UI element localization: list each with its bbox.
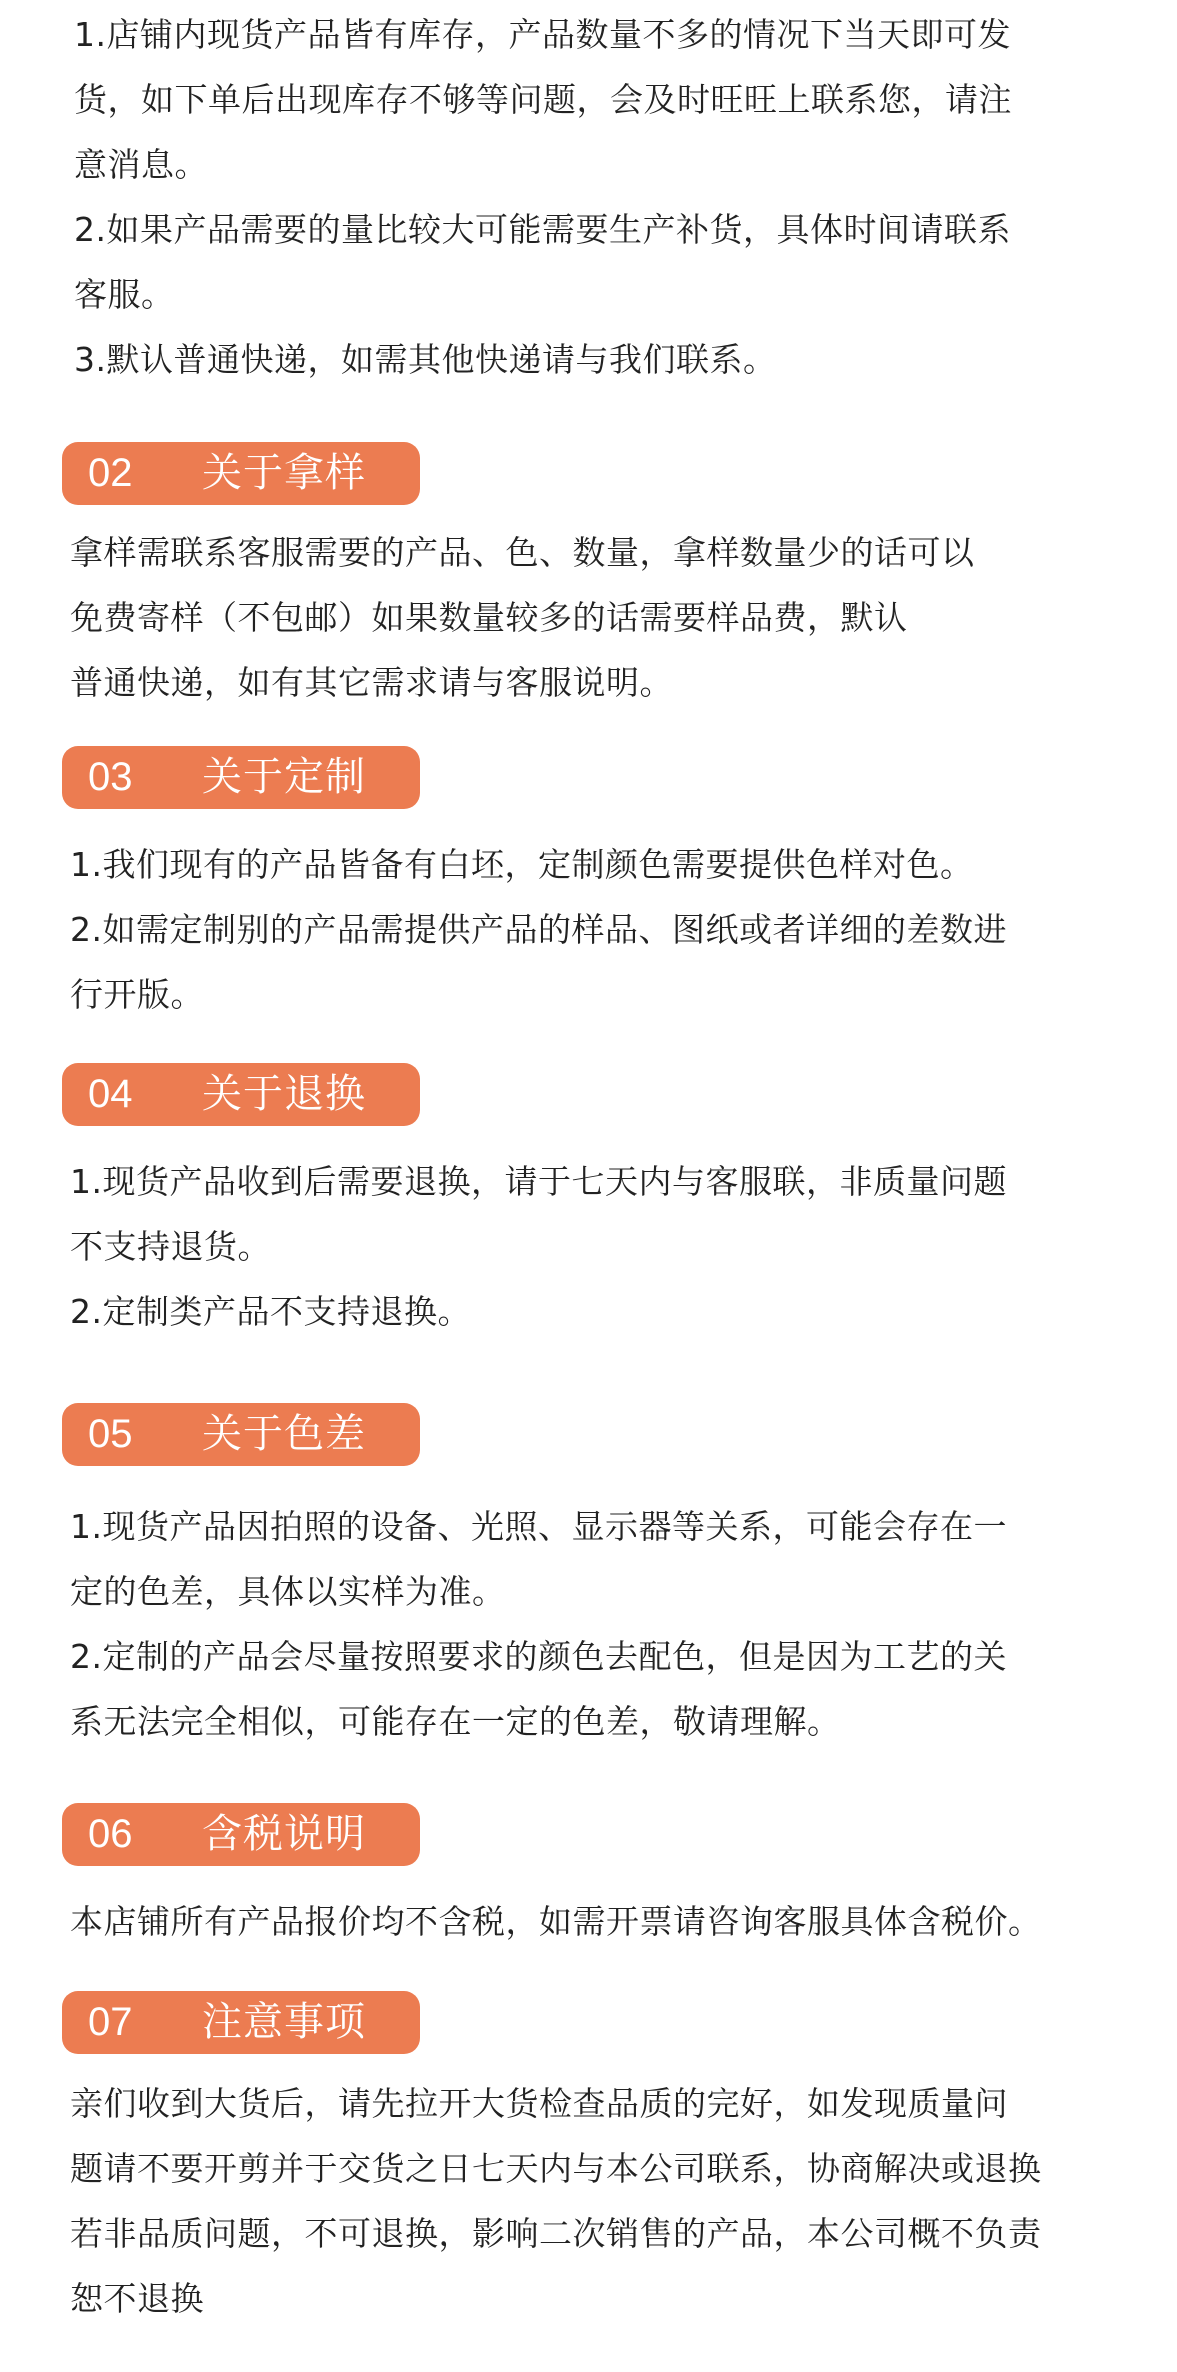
paragraph-line: 1.我们现有的产品皆备有白坯，定制颜色需要提供色样对色。 <box>70 845 974 884</box>
paragraph-line: 题请不要开剪并于交货之日七天内与本公司联系，协商解决或退换 <box>70 2149 1042 2188</box>
section-title: 关于拿样 <box>202 450 366 496</box>
section-badge-05 <box>62 1403 420 1466</box>
paragraph-line: 1.现货产品因拍照的设备、光照、显示器等关系，可能会存在一 <box>70 1507 1007 1546</box>
paragraph-line: 免费寄样（不包邮）如果数量较多的话需要样品费，默认 <box>70 598 908 637</box>
section-02-paragraph <box>70 520 1150 715</box>
paragraph-line: 本店铺所有产品报价均不含税，如需开票请咨询客服具体含税价。 <box>70 1902 1042 1941</box>
section-badge-02 <box>62 442 420 505</box>
intro-line: 1.店铺内现货产品皆有库存，产品数量不多的情况下当天即可发 <box>74 15 1011 54</box>
section-number: 07 <box>88 2000 133 2044</box>
section-title: 关于定制 <box>202 754 366 800</box>
intro-line: 3.默认普通快递，如需其他快递请与我们联系。 <box>74 340 777 379</box>
paragraph-line: 亲们收到大货后，请先拉开大货检查品质的完好，如发现质量问 <box>70 2084 1008 2123</box>
paragraph-line: 普通快递，如有其它需求请与客服说明。 <box>70 663 673 702</box>
paragraph-line: 系无法完全相似，可能存在一定的色差，敬请理解。 <box>70 1702 841 1741</box>
section-07-paragraph <box>70 2071 1150 2331</box>
section-04-paragraph <box>70 1149 1150 1344</box>
section-number: 06 <box>88 1812 133 1856</box>
section-title: 关于色差 <box>202 1411 366 1457</box>
section-05-paragraph <box>70 1494 1150 1754</box>
paragraph-line: 2.定制的产品会尽量按照要求的颜色去配色，但是因为工艺的关 <box>70 1637 1007 1676</box>
section-number: 03 <box>88 755 133 799</box>
section-number: 02 <box>88 451 133 495</box>
paragraph-line: 若非品质问题，不可退换，影响二次销售的产品，本公司概不负责 <box>70 2214 1042 2253</box>
section-badge-07 <box>62 1991 420 2054</box>
section-06-paragraph <box>70 1889 1150 1954</box>
intro-line: 货，如下单后出现库存不够等问题，会及时旺旺上联系您，请注 <box>74 80 1012 119</box>
section-title: 含税说明 <box>202 1811 366 1857</box>
section-number: 04 <box>88 1072 133 1116</box>
paragraph-line: 1.现货产品收到后需要退换，请于七天内与客服联，非质量问题 <box>70 1162 1007 1201</box>
section-badge-06 <box>62 1803 420 1866</box>
paragraph-line: 2.如需定制别的产品需提供产品的样品、图纸或者详细的差数进 <box>70 910 1007 949</box>
section-title: 关于退换 <box>202 1071 366 1117</box>
section-badge-03 <box>62 746 420 809</box>
section-badge-04 <box>62 1063 420 1126</box>
intro-line: 客服。 <box>74 275 175 314</box>
paragraph-line: 不支持退货。 <box>70 1227 271 1266</box>
section-number: 05 <box>88 1412 133 1456</box>
paragraph-line: 2.定制类产品不支持退换。 <box>70 1292 471 1331</box>
intro-line: 2.如果产品需要的量比较大可能需要生产补货，具体时间请联系 <box>74 210 1011 249</box>
paragraph-line: 恕不退换 <box>70 2279 204 2318</box>
paragraph-line: 行开版。 <box>70 975 204 1014</box>
intro-paragraph <box>74 2 1154 392</box>
paragraph-line: 定的色差，具体以实样为准。 <box>70 1572 506 1611</box>
paragraph-line: 拿样需联系客服需要的产品、色、数量，拿样数量少的话可以 <box>70 533 975 572</box>
section-title: 注意事项 <box>202 1999 366 2045</box>
intro-line: 意消息。 <box>74 145 208 184</box>
section-03-paragraph <box>70 832 1150 1027</box>
